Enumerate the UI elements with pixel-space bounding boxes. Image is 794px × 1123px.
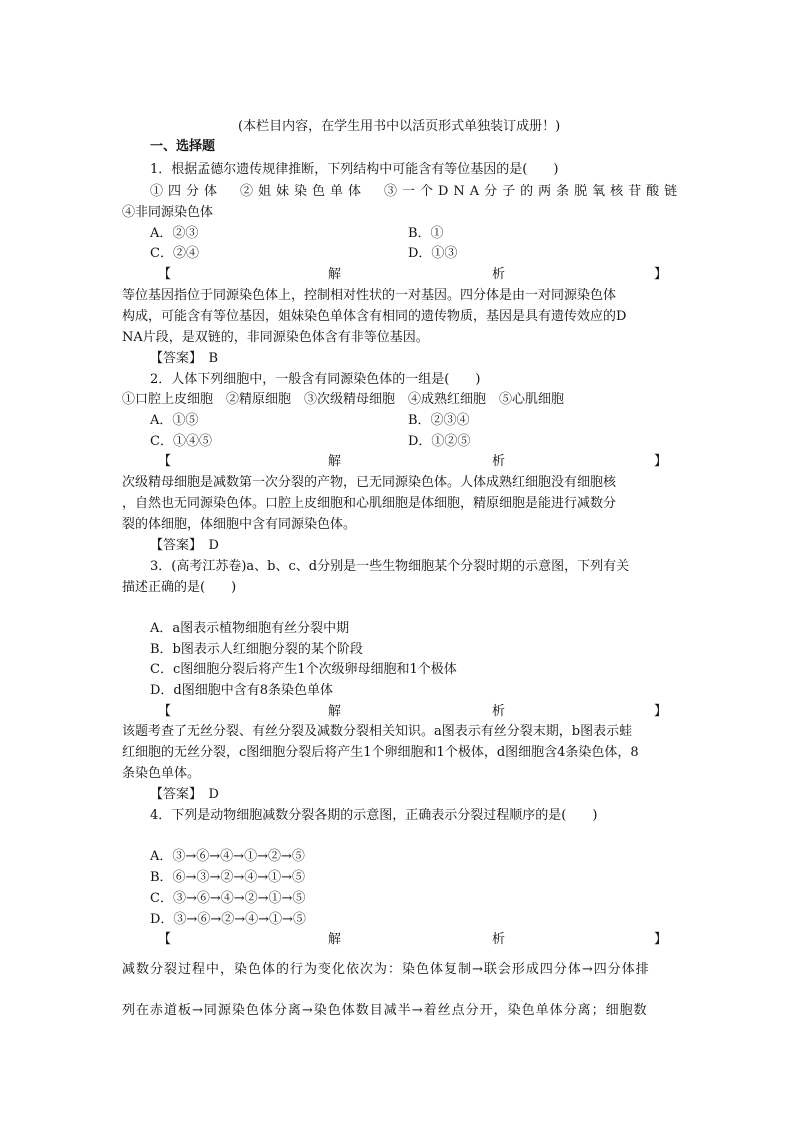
- q1-analysis-line: NA片段，是双链的，非同源染色体含有非等位基因。: [122, 330, 429, 345]
- q3-choice-c: C．c图细胞分裂后将产生1个次级卵母细胞和1个极体: [150, 662, 457, 677]
- heading-char-jie: 解: [328, 267, 342, 282]
- q4-choice-d: D．③→⑥→②→④→①→⑤: [150, 912, 306, 927]
- q4-choice-a: A．③→⑥→④→①→②→⑤: [150, 849, 305, 864]
- q1-analysis-heading: [158, 265, 666, 285]
- q1-choice-b: B．①: [408, 226, 444, 241]
- section-title: 一、选择题: [150, 139, 216, 154]
- heading-char-xi: 析: [492, 454, 506, 469]
- q2-choice-a: A．①⑤: [150, 413, 199, 428]
- q3-stem: 3．(高考江苏卷)a、b、c、d分别是一些生物细胞某个分裂时期的示意图，下列有关: [150, 559, 630, 574]
- bracket-close: 】: [654, 704, 668, 719]
- bracket-close: 】: [654, 454, 668, 469]
- header-note: (本栏目内容，在学生用书中以活页形式单独装订成册！): [238, 119, 561, 134]
- q4-choice-b: B．⑥→③→②→④→①→⑤: [150, 870, 306, 885]
- q2-analysis-line: 裂的体细胞，体细胞中含有同源染色体。: [122, 517, 357, 532]
- q3-choice-a: A．a图表示植物细胞有丝分裂中期: [150, 621, 350, 636]
- q2-choice-d: D．①②⑤: [408, 434, 471, 449]
- q3-analysis-line: 该题考查了无丝分裂、有丝分裂及减数分裂相关知识。a图表示有丝分裂末期，b图表示蛙: [122, 724, 633, 739]
- heading-char-jie: 解: [328, 704, 342, 719]
- q4-choice-c: C．③→⑥→④→②→①→⑤: [150, 891, 306, 906]
- q1-choice-d: D．①③: [408, 246, 458, 261]
- q3-stem-cont: 描述正确的是( ): [122, 580, 237, 595]
- q1-analysis-line: 构成，可能含有等位基因，姐妹染色单体含有相同的遗传物质，基因是具有遗传效应的D: [122, 309, 627, 324]
- q1-choice-a: A．②③: [150, 226, 199, 241]
- q2-stem: 2．人体下列细胞中，一般含有同源染色体的一组是( ): [150, 372, 481, 387]
- bracket-open: 【: [158, 932, 172, 947]
- q4-analysis-line: 列在赤道板→同源染色体分离→染色体数目减半→着丝点分开，染色单体分离；细胞数: [122, 1003, 648, 1018]
- q1-choice-c: C．②④: [150, 246, 199, 261]
- heading-char-xi: 析: [492, 932, 506, 947]
- q2-analysis-heading: [158, 452, 666, 472]
- q2-answer: 【答案】 D: [150, 538, 219, 553]
- q2-analysis-line: ，自然也无同源染色体。口腔上皮细胞和心肌细胞是体细胞，精原细胞是能进行减数分: [122, 496, 617, 511]
- heading-char-xi: 析: [492, 704, 506, 719]
- q3-analysis-heading: [158, 702, 666, 722]
- heading-char-jie: 解: [328, 932, 342, 947]
- q2-analysis-line: 次级精母细胞是减数第一次分裂的产物，已无同源染色体。人体成熟红细胞没有细胞核: [122, 475, 617, 490]
- q1-stem: 1．根据孟德尔遗传规律推断，下列结构中可能含有等位基因的是( ): [150, 162, 559, 177]
- q2-options: ①口腔上皮细胞 ②精原细胞 ③次级精母细胞 ④成熟红细胞 ⑤心肌细胞: [122, 392, 565, 407]
- bracket-open: 【: [158, 267, 172, 282]
- q1-answer: 【答案】 B: [150, 351, 219, 366]
- q4-analysis-line: 减数分裂过程中，染色体的行为变化依次为：染色体复制→联会形成四分体→四分体排: [122, 962, 650, 977]
- q3-analysis-line: 条染色单体。: [122, 766, 201, 781]
- q2-choice-c: C．①④⑤: [150, 434, 212, 449]
- q3-choice-b: B．b图表示人红细胞分裂的某个阶段: [150, 642, 363, 657]
- q1-analysis-line: 等位基因指位于同源染色体上，控制相对性状的一对基因。四分体是由一对同源染色体: [122, 288, 617, 303]
- bracket-open: 【: [158, 454, 172, 469]
- q4-analysis-heading: [158, 930, 666, 950]
- q3-answer: 【答案】 D: [150, 787, 219, 802]
- bracket-close: 】: [654, 932, 668, 947]
- q2-choice-b: B．②③④: [408, 413, 470, 428]
- q1-options-line1: ①四分体 ②姐妹染色单体 ③一个DNA分子的两条脱氧核苷酸链: [150, 184, 683, 199]
- q1-options-line2: ④非同源染色体: [122, 205, 214, 220]
- heading-char-xi: 析: [492, 267, 506, 282]
- bracket-open: 【: [158, 704, 172, 719]
- q4-stem: 4．下列是动物细胞减数分裂各期的示意图，正确表示分裂过程顺序的是( ): [150, 808, 598, 823]
- q3-analysis-line: 红细胞的无丝分裂，c图细胞分裂后将产生1个卵细胞和1个极体，d图细胞含4条染色体，8: [122, 745, 639, 760]
- heading-char-jie: 解: [328, 454, 342, 469]
- q3-choice-d: D．d图细胞中含有8条染色单体: [150, 683, 334, 698]
- bracket-close: 】: [654, 267, 668, 282]
